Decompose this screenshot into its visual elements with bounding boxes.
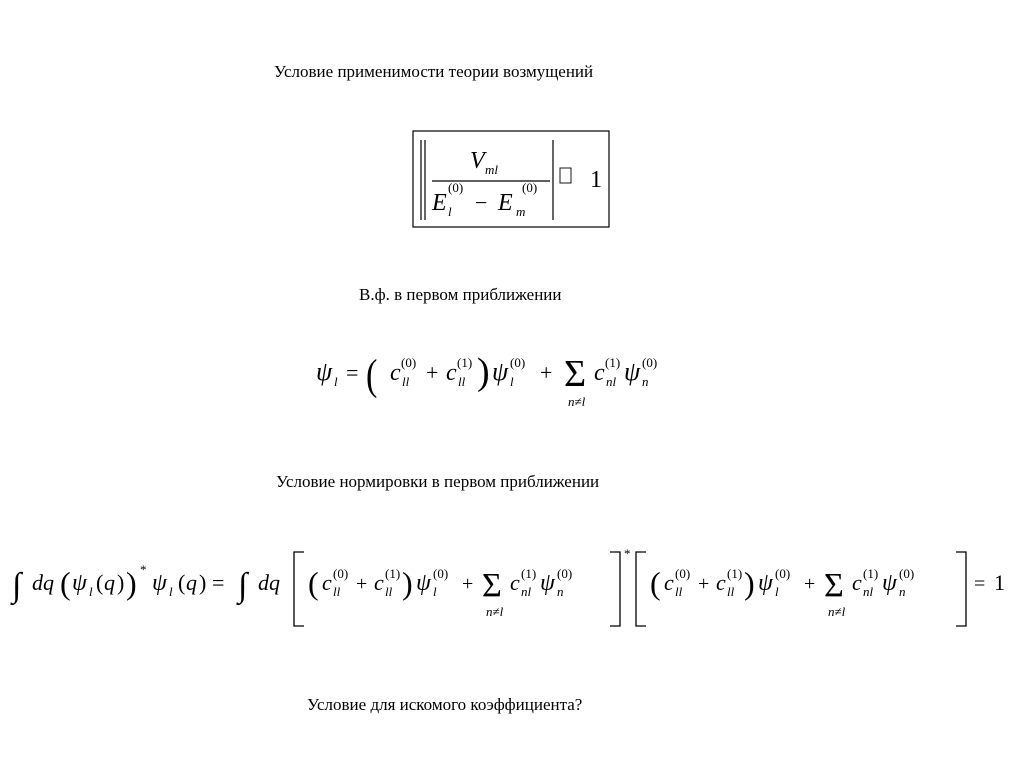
svg-text:(0): (0) [557, 566, 573, 581]
svg-text:Σ: Σ [482, 567, 502, 604]
svg-text:nl: nl [606, 374, 617, 389]
svg-text:(: ( [650, 565, 661, 601]
svg-text:ll: ll [385, 584, 393, 599]
svg-text:(: ( [308, 565, 319, 601]
svg-text:(0): (0) [775, 566, 791, 581]
svg-text:∫: ∫ [238, 567, 248, 604]
svg-text:(: ( [178, 570, 186, 595]
svg-text:+: + [804, 573, 816, 595]
svg-text:): ) [402, 565, 413, 601]
heading-wavefunction: В.ф. в первом приближении [359, 285, 562, 304]
svg-text:ml: ml [485, 162, 498, 177]
svg-text:(1): (1) [521, 566, 537, 581]
svg-text:+: + [426, 360, 439, 385]
svg-text:+: + [356, 573, 368, 595]
svg-text:l: l [334, 374, 338, 389]
svg-text:=: = [212, 570, 225, 595]
svg-text:(1): (1) [605, 355, 621, 370]
svg-text:ψ: ψ [316, 357, 333, 386]
svg-text:l: l [448, 204, 452, 219]
svg-text:*: * [140, 562, 147, 577]
svg-text:q: q [186, 570, 197, 595]
svg-text:): ) [126, 565, 137, 601]
svg-text:c: c [374, 570, 384, 595]
svg-text:c: c [390, 360, 401, 386]
svg-text:(: ( [60, 565, 71, 601]
svg-text:Σ: Σ [564, 353, 587, 395]
svg-text:l: l [775, 584, 779, 599]
svg-text:(1): (1) [863, 566, 879, 581]
svg-text:+: + [540, 360, 553, 385]
svg-text:(0): (0) [899, 566, 915, 581]
svg-text:nl: nl [521, 584, 532, 599]
svg-text:ll: ll [675, 584, 683, 599]
svg-text:1: 1 [994, 570, 1005, 595]
formula-applicability [412, 130, 612, 230]
svg-text:ll: ll [727, 584, 735, 599]
svg-text:(: ( [96, 570, 104, 595]
svg-text:+: + [462, 573, 474, 595]
svg-text:ψ: ψ [416, 570, 431, 596]
svg-text:*: * [624, 546, 631, 561]
svg-text:c: c [852, 570, 862, 595]
svg-text:ψ: ψ [624, 357, 641, 386]
formula-wavefunction [312, 338, 712, 418]
svg-text:Σ: Σ [824, 567, 844, 604]
svg-text:m: m [516, 204, 526, 219]
svg-text:(0): (0) [510, 355, 526, 370]
svg-text:c: c [510, 570, 520, 595]
svg-text:∫: ∫ [12, 567, 22, 604]
svg-text:V: V [470, 148, 485, 174]
svg-text:(0): (0) [333, 566, 349, 581]
svg-text:dq: dq [32, 570, 54, 595]
svg-text:(0): (0) [448, 180, 464, 195]
svg-text:(1): (1) [385, 566, 401, 581]
formula-normalization [12, 540, 1012, 640]
svg-text:c: c [716, 570, 726, 595]
svg-text:ψ: ψ [540, 570, 555, 596]
svg-text:+: + [698, 573, 710, 595]
svg-text:(0): (0) [675, 566, 691, 581]
heading-normalization: Условие нормировки в первом приближении [276, 472, 600, 491]
svg-text:E: E [498, 190, 513, 216]
svg-text:ψ: ψ [152, 570, 167, 596]
svg-text:1: 1 [590, 167, 602, 193]
svg-text:ll: ll [333, 584, 341, 599]
svg-text:c: c [594, 360, 605, 386]
svg-text:n: n [899, 584, 906, 599]
svg-text:c: c [322, 570, 332, 595]
svg-text:(: ( [366, 351, 378, 399]
svg-text:ll: ll [458, 374, 466, 389]
svg-text:): ) [199, 570, 207, 595]
svg-text:): ) [477, 351, 490, 393]
svg-text:(1): (1) [457, 355, 473, 370]
svg-text:c: c [664, 570, 674, 595]
svg-text:ψ: ψ [492, 357, 509, 386]
svg-text:n: n [642, 374, 649, 389]
svg-text:q: q [104, 570, 115, 595]
svg-text:l: l [510, 374, 514, 389]
svg-text:(0): (0) [433, 566, 449, 581]
svg-text:n≠l: n≠l [486, 604, 504, 619]
heading-question: Условие для искомого коэффициента? [307, 695, 583, 714]
svg-text:(0): (0) [522, 180, 538, 195]
svg-text:n: n [557, 584, 564, 599]
svg-text:ψ: ψ [72, 570, 87, 596]
svg-text:ψ: ψ [882, 570, 897, 596]
svg-text:(1): (1) [727, 566, 743, 581]
svg-text:E: E [432, 190, 447, 216]
svg-text:=: = [974, 573, 986, 595]
svg-text:dq: dq [258, 570, 280, 595]
svg-text:l: l [433, 584, 437, 599]
svg-text:=: = [346, 360, 359, 385]
svg-text:ψ: ψ [758, 570, 773, 596]
svg-text:ll: ll [402, 374, 410, 389]
svg-text:l: l [89, 584, 93, 599]
svg-text:(0): (0) [401, 355, 417, 370]
heading-applicability: Условие применимости теории возмущений [274, 62, 594, 81]
svg-text:(0): (0) [642, 355, 658, 370]
svg-text:l: l [169, 584, 173, 599]
svg-text:c: c [446, 360, 457, 386]
svg-text:nl: nl [863, 584, 874, 599]
svg-text:n≠l: n≠l [828, 604, 846, 619]
svg-text:−: − [475, 190, 488, 215]
svg-text:): ) [744, 565, 755, 601]
svg-text:): ) [117, 570, 125, 595]
svg-text:n≠l: n≠l [568, 394, 586, 409]
